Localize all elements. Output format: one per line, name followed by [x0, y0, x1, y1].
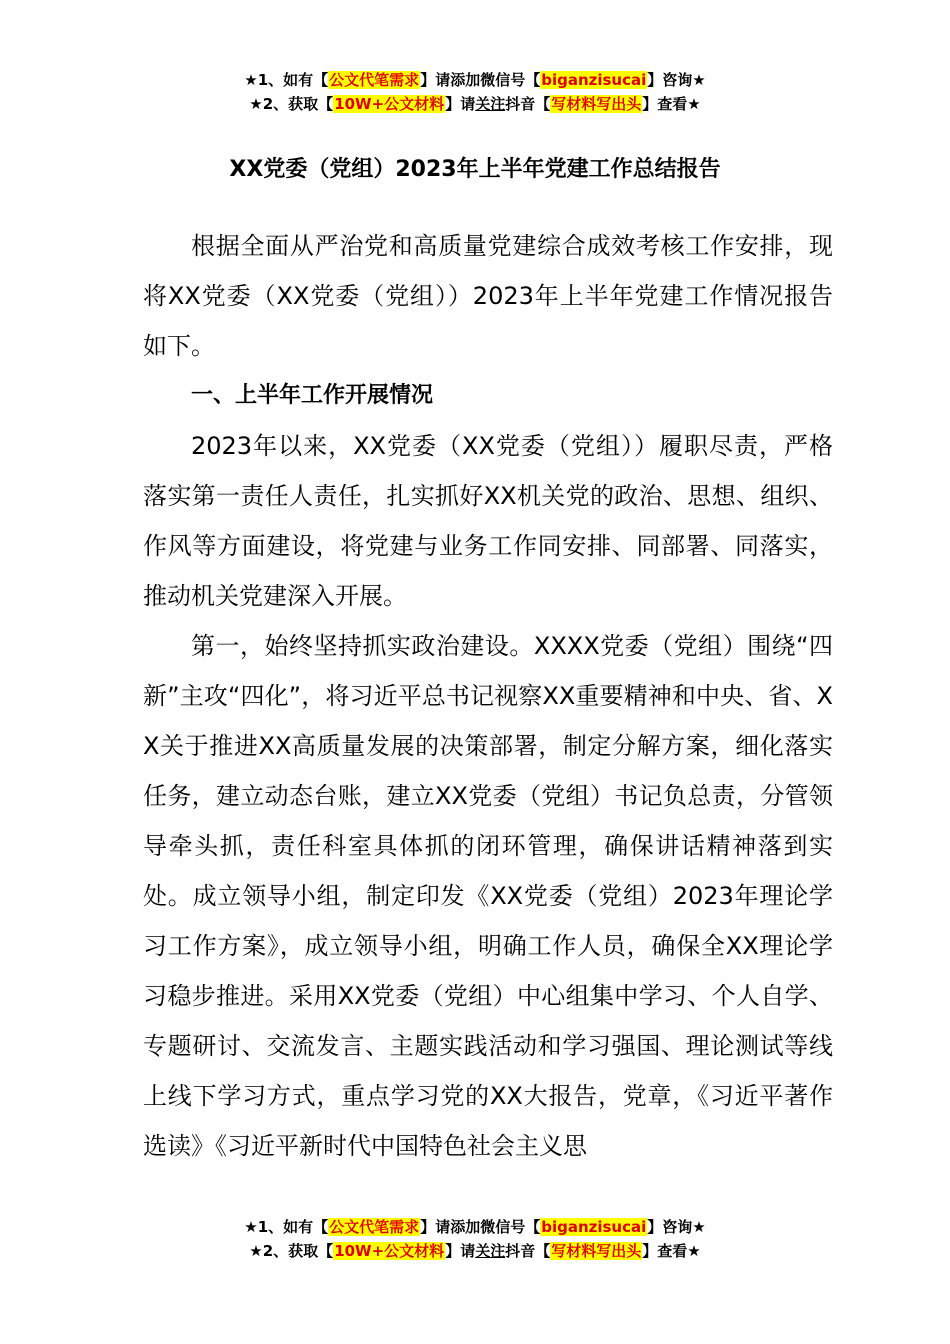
highlight-douyin-account: 写材料写出头	[551, 95, 642, 113]
promo-banner-top	[0, 68, 950, 116]
document-title: XX党委（党组）2023年上半年党建工作总结报告	[229, 157, 721, 182]
promo-line-2: ★2、获取【10W+公文材料】请关注抖音【写材料写出头】查看★	[249, 95, 701, 113]
promo-line-2: ★2、获取【10W+公文材料】请关注抖音【写材料写出头】查看★	[249, 1242, 701, 1260]
document-body	[143, 221, 833, 1171]
promo-line-1: ★1、如有【公文代笔需求】请添加微信号【biganzisucai】咨询★	[244, 71, 706, 89]
highlight-materials: 10W+公文材料	[334, 95, 445, 113]
intro-paragraph: 根据全面从严治党和高质量党建综合成效考核工作安排，现将XX党委（XX党委（党组））2023年上半年党建工作情况报告如下。	[143, 232, 833, 360]
highlight-wechat-id: biganzisucai	[541, 1218, 647, 1236]
body-paragraph: 第一，始终坚持抓实政治建设。XXXX党委（党组）围绕“四新”主攻“四化”，将习近平总书记视察XX重要精神和中央、省、XX关于推进XX高质量发展的决策部署，制定分解方案，细化落实任务，建立动态台账，建立XX党委（党组）书记负总责，分管领导牵头抓，责任科室具体抓的闭环管理，确保讲话精神落到实处。成立领导小组，制定印发《XX党委（党组）2023年理论学习工作方案》，成立领导小组，明确工作人员，确保全XX理论学习稳步推进。采用XX党委（党组）中心组集中学习、个人自学、专题研讨、交流发言、主题实践活动和学习强国、理论测试等线上线下学习方式，重点学习党的XX大报告，党章，《习近平著作选读》《习近平新时代中国特色社会主义思	[143, 632, 833, 1160]
highlight-wechat-id: biganzisucai	[541, 71, 647, 89]
promo-line-1: ★1、如有【公文代笔需求】请添加微信号【biganzisucai】咨询★	[244, 1218, 706, 1236]
highlight-douyin-account: 写材料写出头	[551, 1242, 642, 1260]
promo-banner-bottom	[0, 1215, 950, 1263]
highlight-ghostwriting: 公文代笔需求	[329, 71, 420, 89]
highlight-ghostwriting: 公文代笔需求	[329, 1218, 420, 1236]
highlight-materials: 10W+公文材料	[334, 1242, 445, 1260]
section-heading: 一、上半年工作开展情况	[191, 383, 434, 408]
underlined-follow: 关注	[475, 95, 506, 113]
underlined-follow: 关注	[475, 1242, 506, 1260]
body-paragraph: 2023年以来，XX党委（XX党委（党组））履职尽责，严格落实第一责任人责任，扎实抓好XX机关党的政治、思想、组织、作风等方面建设，将党建与业务工作同安排、同部署、同落实，推动机关党建深入开展。	[143, 432, 833, 610]
